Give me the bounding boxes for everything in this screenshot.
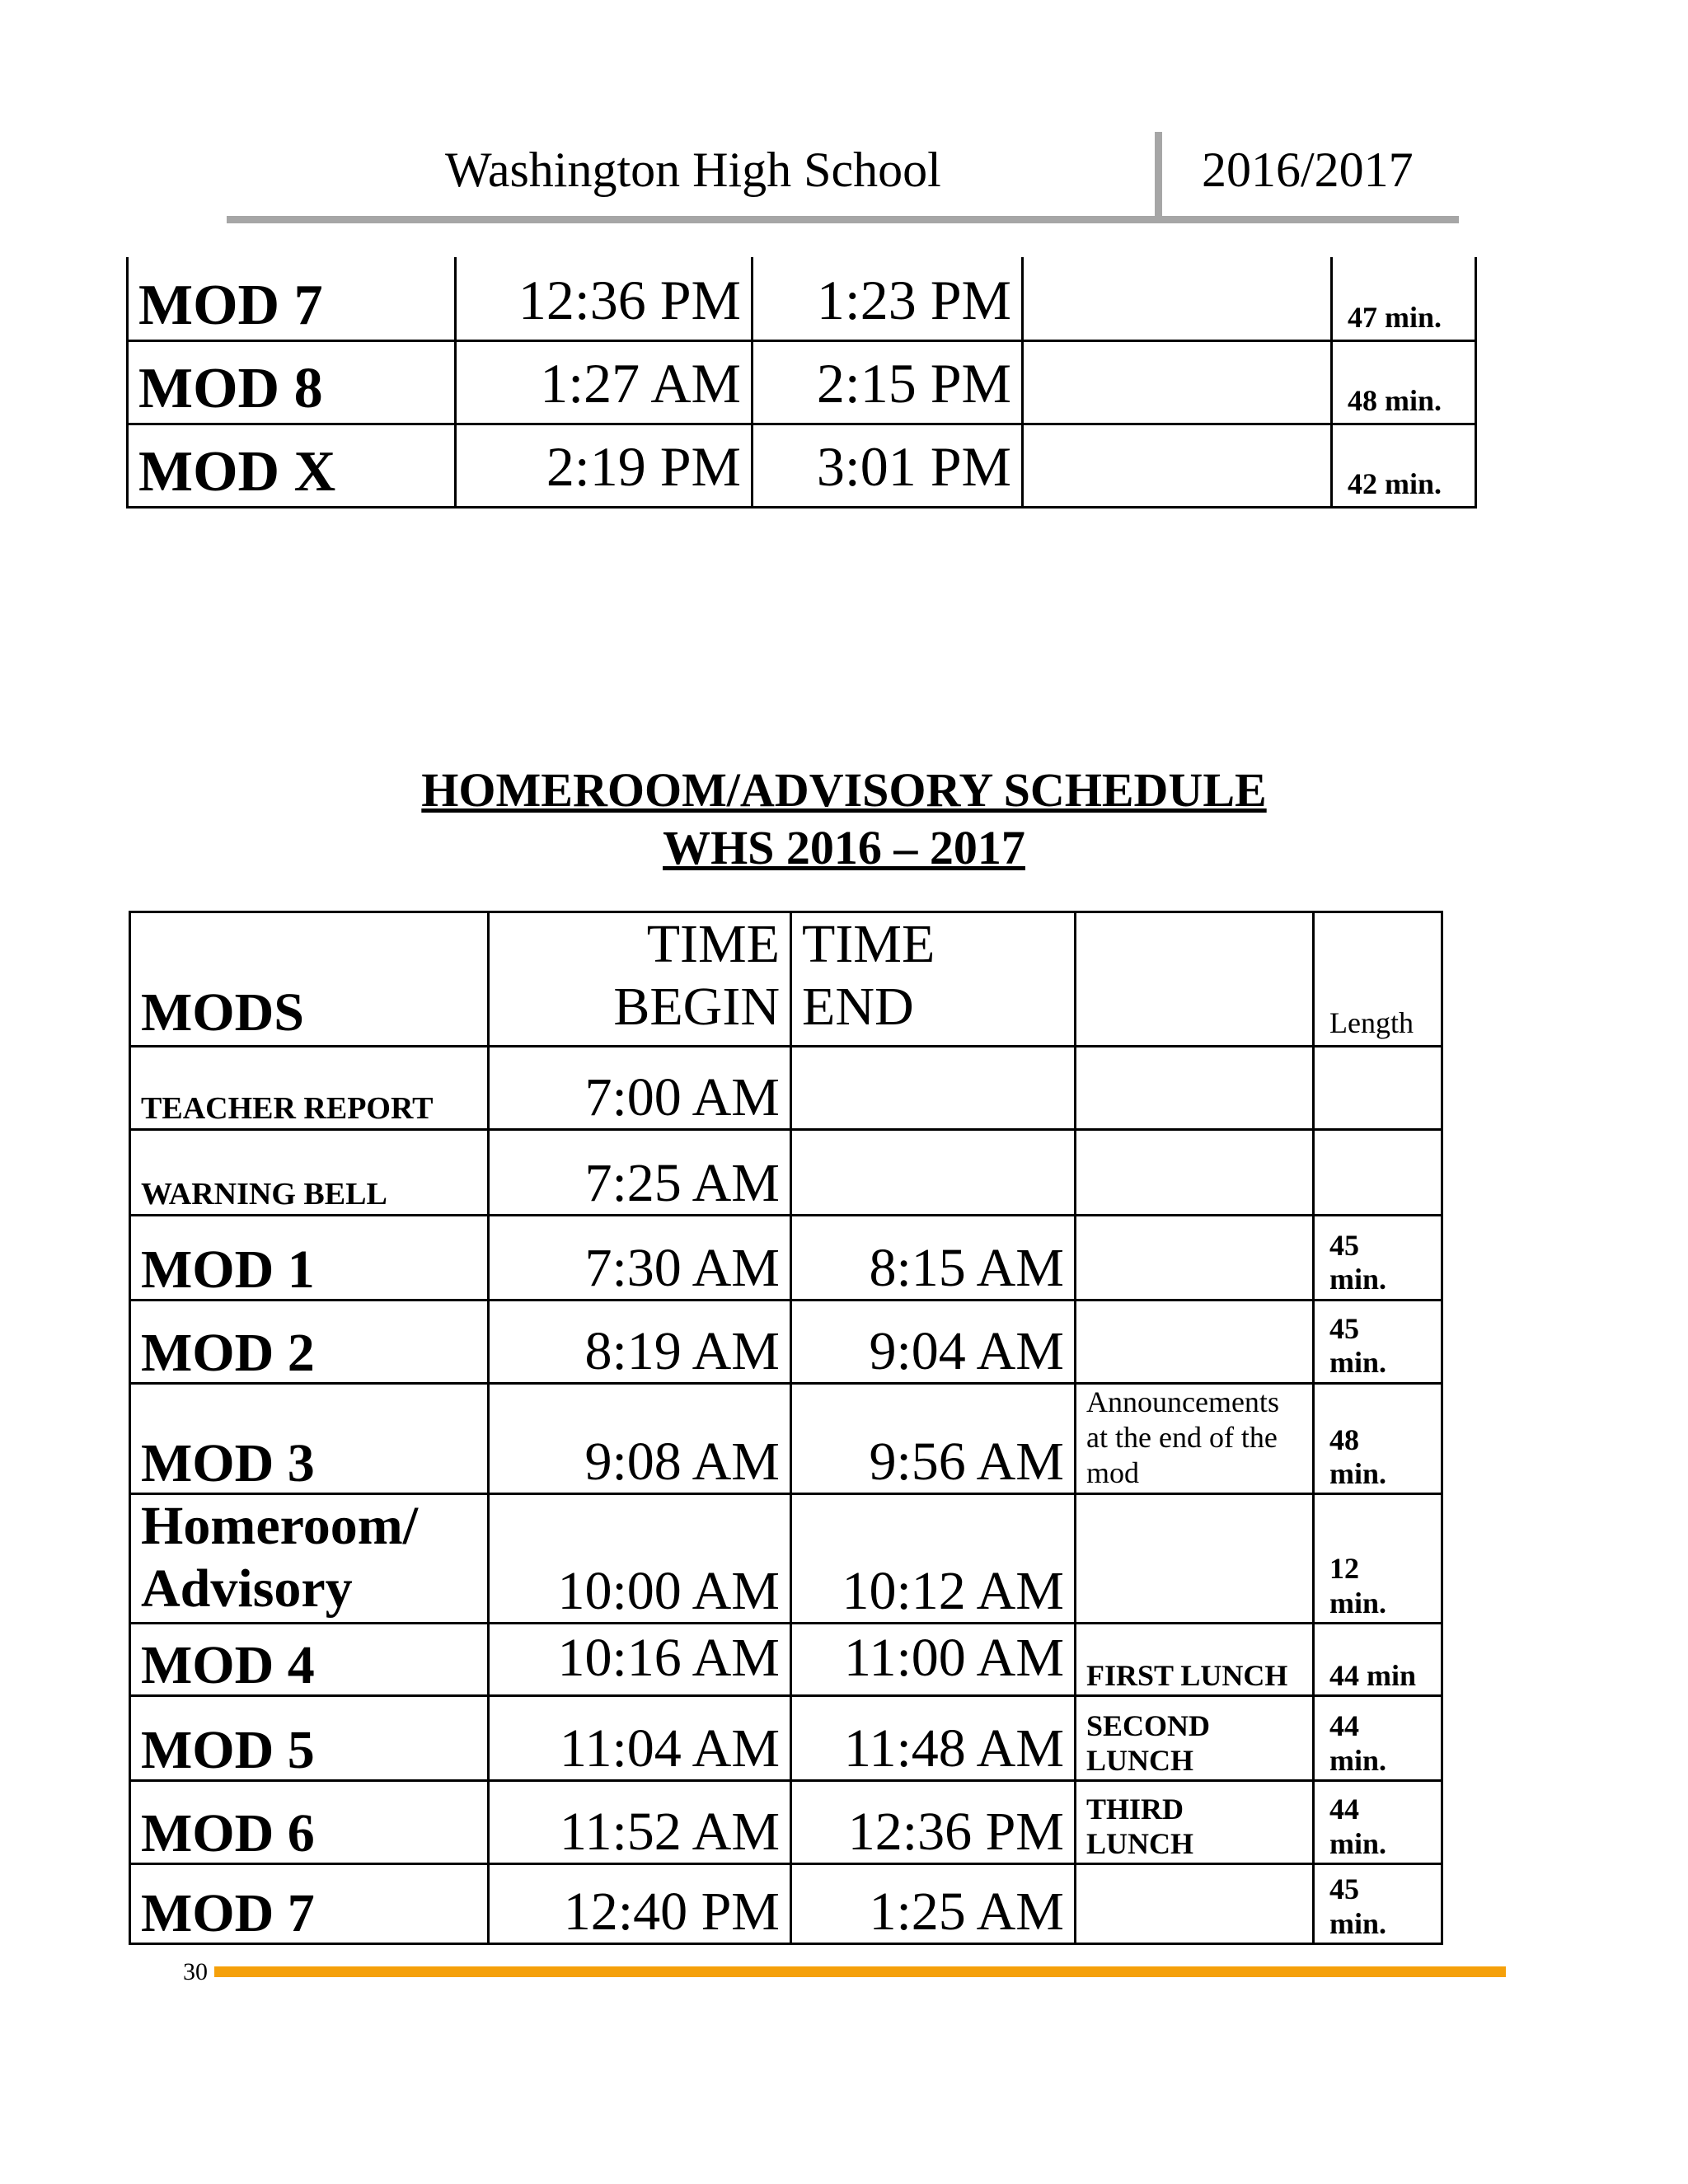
note-line: at the end of the [1086, 1420, 1278, 1454]
note-cell [1023, 340, 1332, 424]
page-number: 30 [183, 1958, 208, 1985]
end-time-cell: 11:00 AM [791, 1624, 1076, 1696]
begin-time-cell: 7:30 AM [489, 1215, 791, 1300]
end-time-cell: 12:36 PM [791, 1781, 1076, 1864]
mod-cell: MOD 7 [128, 257, 456, 340]
note-cell [1076, 1300, 1314, 1383]
length-unit: min. [1329, 1586, 1387, 1619]
length-cell [1314, 1696, 1442, 1781]
schedule-title: HOMEROOM/ADVISORY SCHEDULE [421, 763, 1267, 817]
header-time-begin-line2: BEGIN [613, 976, 780, 1037]
table-row [130, 1781, 1442, 1864]
header-time-end-line2: END [802, 976, 914, 1037]
length-value: 48 [1329, 1422, 1359, 1456]
header-time-begin-line1: TIME [646, 914, 780, 974]
length-unit: min. [1329, 1743, 1387, 1777]
mod-cell: MOD 6 [130, 1781, 489, 1864]
note-line: Announcements [1086, 1385, 1279, 1418]
length-value: 44 [1329, 1793, 1359, 1826]
length-cell [1314, 1300, 1442, 1383]
length-cell: 48 min. [1332, 340, 1476, 424]
end-time-cell: 8:15 AM [791, 1215, 1076, 1300]
length-value: 44 [1329, 1709, 1359, 1743]
begin-time-cell: 10:16 AM [489, 1624, 791, 1696]
header-row [130, 912, 1442, 1047]
note-cell [1023, 424, 1332, 507]
table-row [130, 1046, 1442, 1129]
mod-cell: MOD X [128, 424, 456, 507]
begin-time-cell: 11:52 AM [489, 1781, 791, 1864]
homeroom-schedule-table [129, 911, 1443, 1945]
length-cell [1314, 1864, 1442, 1944]
table-row [128, 340, 1476, 424]
table-row [130, 1864, 1442, 1944]
end-time-cell: 11:48 AM [791, 1696, 1076, 1781]
mod-cell: MOD 7 [130, 1864, 489, 1944]
note-cell [1076, 1864, 1314, 1944]
continued-schedule-table [126, 257, 1477, 509]
length-unit: min. [1329, 1906, 1387, 1940]
end-time-cell: 2:15 PM [753, 340, 1023, 424]
school-year: 2016/2017 [1202, 143, 1414, 197]
footer-bar [214, 1966, 1506, 1977]
note-cell [1076, 1494, 1314, 1624]
note-cell [1076, 1046, 1314, 1129]
mod-line: Homeroom/ [141, 1496, 419, 1557]
length-value: 12 [1329, 1552, 1359, 1586]
end-time-cell [791, 1046, 1076, 1129]
mod-cell [130, 1494, 489, 1624]
table-row [130, 1129, 1442, 1215]
begin-time-cell: 8:19 AM [489, 1300, 791, 1383]
table-row [130, 1383, 1442, 1494]
header-time-end [791, 912, 1076, 1047]
length-value: 45 [1329, 1872, 1359, 1906]
length-cell: 42 min. [1332, 424, 1476, 507]
note-line: LUNCH [1086, 1743, 1194, 1777]
note-line: SECOND [1086, 1709, 1211, 1743]
table-row [130, 1696, 1442, 1781]
table-row [130, 1215, 1442, 1300]
length-unit: min. [1329, 1826, 1387, 1860]
note-cell: FIRST LUNCH [1076, 1624, 1314, 1696]
length-cell [1314, 1781, 1442, 1864]
end-time-cell: 9:56 AM [791, 1383, 1076, 1494]
header-length: Length [1314, 912, 1442, 1047]
length-cell: 47 min. [1332, 257, 1476, 340]
table-row [128, 257, 1476, 340]
begin-time-cell: 12:40 PM [489, 1864, 791, 1944]
length-cell [1314, 1215, 1442, 1300]
table-row [130, 1624, 1442, 1696]
length-unit: min. [1329, 1263, 1387, 1296]
note-cell [1076, 1383, 1314, 1494]
length-cell [1314, 1046, 1442, 1129]
begin-time-cell: 11:04 AM [489, 1696, 791, 1781]
length-unit: min. [1329, 1346, 1387, 1380]
header-note [1076, 912, 1314, 1047]
length-cell [1314, 1129, 1442, 1215]
length-value: 45 [1329, 1312, 1359, 1345]
mod-cell: WARNING BELL [130, 1129, 489, 1215]
end-time-cell: 1:23 PM [753, 257, 1023, 340]
note-cell [1023, 257, 1332, 340]
begin-time-cell: 7:25 AM [489, 1129, 791, 1215]
school-name: Washington High School [445, 143, 941, 197]
length-cell [1314, 1494, 1442, 1624]
note-cell [1076, 1129, 1314, 1215]
begin-time-cell: 1:27 AM [456, 340, 753, 424]
note-line: THIRD [1086, 1793, 1184, 1826]
mod-cell: TEACHER REPORT [130, 1046, 489, 1129]
end-time-cell: 3:01 PM [753, 424, 1023, 507]
end-time-cell: 9:04 AM [791, 1300, 1076, 1383]
note-cell [1076, 1696, 1314, 1781]
note-line: mod [1086, 1456, 1140, 1490]
begin-time-cell: 9:08 AM [489, 1383, 791, 1494]
mod-line: Advisory [141, 1558, 353, 1619]
length-unit: min. [1329, 1456, 1387, 1490]
note-cell [1076, 1215, 1314, 1300]
end-time-cell: 10:12 AM [791, 1494, 1076, 1624]
end-time-cell [791, 1129, 1076, 1215]
header-time-begin [489, 912, 791, 1047]
header-time-end-line1: TIME [802, 914, 935, 974]
end-time-cell: 1:25 AM [791, 1864, 1076, 1944]
length-cell: 44 min [1314, 1624, 1442, 1696]
begin-time-cell: 7:00 AM [489, 1046, 791, 1129]
table-row [130, 1300, 1442, 1383]
schedule-subtitle: WHS 2016 – 2017 [663, 821, 1025, 874]
begin-time-cell: 10:00 AM [489, 1494, 791, 1624]
table-row [130, 1494, 1442, 1624]
mod-cell: MOD 4 [130, 1624, 489, 1696]
mod-cell: MOD 2 [130, 1300, 489, 1383]
note-line: LUNCH [1086, 1826, 1194, 1860]
mod-cell: MOD 1 [130, 1215, 489, 1300]
mod-cell: MOD 8 [128, 340, 456, 424]
length-cell [1314, 1383, 1442, 1494]
mod-cell: MOD 3 [130, 1383, 489, 1494]
header-rule [227, 216, 1459, 223]
table-row [128, 424, 1476, 507]
header-divider [1155, 132, 1162, 221]
note-cell [1076, 1781, 1314, 1864]
begin-time-cell: 12:36 PM [456, 257, 753, 340]
header-mods: MODS [130, 912, 489, 1047]
mod-cell: MOD 5 [130, 1696, 489, 1781]
length-value: 45 [1329, 1229, 1359, 1262]
begin-time-cell: 2:19 PM [456, 424, 753, 507]
